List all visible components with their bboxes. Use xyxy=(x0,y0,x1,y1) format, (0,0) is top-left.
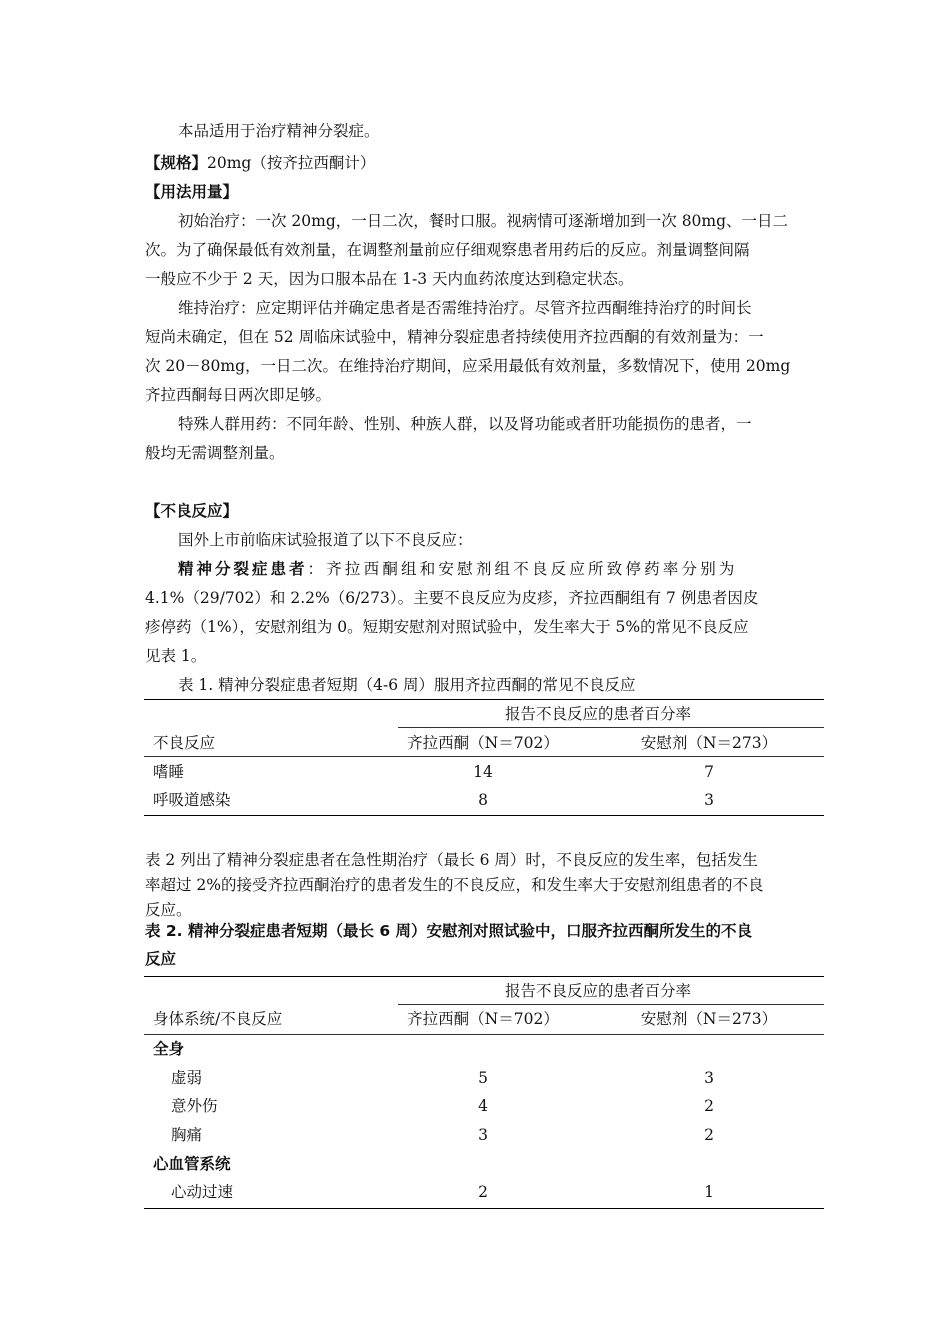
spec-text: 20mg（按齐拉西酮计） xyxy=(207,154,376,172)
table2-mid-rule xyxy=(398,1004,824,1005)
table2-caption-line: 反应 xyxy=(145,950,177,968)
spec-label: 【规格】 xyxy=(145,154,208,172)
dosage-p2-line: 维持治疗：应定期评估并确定患者是否需维持治疗。尽管齐拉西酮维持治疗的时间长 xyxy=(178,299,752,317)
adverse-heading: 【不良反应】 xyxy=(145,502,239,520)
dosage-p2-line: 短尚未确定，但在 52 周临床试验中，精神分裂症患者持续使用齐拉西酮的有效剂量为：一 xyxy=(145,328,764,346)
table1-col1-header: 齐拉西酮（N＝702） xyxy=(407,734,559,752)
row-name: 嗜睡 xyxy=(153,763,185,781)
adverse-p-text: ：齐拉西酮组和安慰剂组不良反应所致停药率分别为 xyxy=(307,560,738,578)
table2-col2-header: 安慰剂（N＝273） xyxy=(640,1010,778,1028)
table1-group-header: 报告不良反应的患者百分率 xyxy=(504,705,692,723)
row-name: 虚弱 xyxy=(171,1069,203,1087)
row-value-drug: 5 xyxy=(478,1069,488,1087)
adverse-p-line: 4.1%（29/702）和 2.2%（6/273）。主要不良反应为皮疹，齐拉西酮组有 7 例患者因皮 xyxy=(145,589,759,607)
table2-intro-line: 反应。 xyxy=(145,901,192,919)
table1-col2-header: 安慰剂（N＝273） xyxy=(640,734,778,752)
row-value-drug: 14 xyxy=(473,763,493,781)
spec-line xyxy=(145,153,375,173)
indication-line: 本品适用于治疗精神分裂症。 xyxy=(178,122,380,140)
table1-top-rule xyxy=(144,699,824,700)
dosage-p1-line: 次。为了确保最低有效剂量，在调整剂量前应仔细观察患者用药后的反应。剂量调整间隔 xyxy=(145,241,750,259)
table1-col0-header: 不良反应 xyxy=(153,734,216,752)
dosage-p2-line: 次 20－80mg，一日二次。在维持治疗期间，应采用最低有效剂量，多数情况下，使用 20mg xyxy=(145,357,791,375)
table1-mid-rule xyxy=(398,727,824,728)
row-value-placebo: 3 xyxy=(704,791,714,809)
row-value-drug: 8 xyxy=(478,791,488,809)
table2-section-heading: 全身 xyxy=(153,1040,185,1058)
row-name: 呼吸道感染 xyxy=(153,791,231,809)
table1-caption: 表 1. 精神分裂症患者短期（4-6 周）服用齐拉西酮的常见不良反应 xyxy=(178,676,636,694)
table2-group-header: 报告不良反应的患者百分率 xyxy=(504,982,692,1000)
dosage-heading: 【用法用量】 xyxy=(145,183,239,201)
row-value-placebo: 2 xyxy=(704,1097,714,1115)
table2-bottom-rule xyxy=(144,1208,824,1209)
table2-header-rule xyxy=(144,1034,824,1035)
adverse-p-line: 疹停药（1%），安慰剂组为 0。短期安慰剂对照试验中，发生率大于 5%的常见不良反应 xyxy=(145,618,749,636)
table2-caption-line: 表 2. 精神分裂症患者短期（最长 6 周）安慰剂对照试验中，口服齐拉西酮所发生的不良 xyxy=(145,922,753,940)
table2-col0-header: 身体系统/不良反应 xyxy=(153,1010,283,1028)
adverse-intro: 国外上市前临床试验报道了以下不良反应： xyxy=(178,531,473,549)
row-value-placebo: 1 xyxy=(704,1183,714,1201)
dosage-p2-line: 齐拉西酮每日两次即足够。 xyxy=(145,386,332,404)
row-value-drug: 2 xyxy=(478,1183,488,1201)
dosage-p1-line: 一般应不少于 2 天，因为口服本品在 1-3 天内血药浓度达到稳定状态。 xyxy=(145,270,634,288)
table1-header-rule xyxy=(144,756,824,757)
table2-intro-line: 表 2 列出了精神分裂症患者在急性期治疗（最长 6 周）时，不良反应的发生率，包括发生 xyxy=(145,851,758,869)
table2-intro-line: 率超过 2%的接受齐拉西酮治疗的患者发生的不良反应，和发生率大于安慰剂组患者的不良 xyxy=(145,876,764,894)
table1-bottom-rule xyxy=(144,815,824,816)
row-name: 意外伤 xyxy=(171,1097,218,1115)
row-value-placebo: 3 xyxy=(704,1069,714,1087)
row-value-drug: 4 xyxy=(478,1097,488,1115)
row-name: 胸痛 xyxy=(171,1126,203,1144)
row-name: 心动过速 xyxy=(171,1183,234,1201)
dosage-p3-line: 般均无需调整剂量。 xyxy=(145,444,285,462)
row-value-placebo: 7 xyxy=(704,763,714,781)
dosage-p3-line: 特殊人群用药：不同年龄、性别、种族人群，以及肾功能或者肝功能损伤的患者，一 xyxy=(178,415,752,433)
table2-top-rule xyxy=(144,976,824,977)
row-value-drug: 3 xyxy=(478,1126,488,1144)
adverse-bold-label: 精神分裂症患者 xyxy=(178,560,308,578)
table2-col1-header: 齐拉西酮（N＝702） xyxy=(407,1010,559,1028)
row-value-placebo: 2 xyxy=(704,1126,714,1144)
table2-section-heading: 心血管系统 xyxy=(153,1155,231,1173)
adverse-p-line: 见表 1。 xyxy=(145,647,207,665)
dosage-p1-line: 初始治疗：一次 20mg，一日二次，餐时口服。视病情可逐渐增加到一次 80mg、一日二 xyxy=(178,212,789,230)
adverse-p-line xyxy=(178,559,738,579)
